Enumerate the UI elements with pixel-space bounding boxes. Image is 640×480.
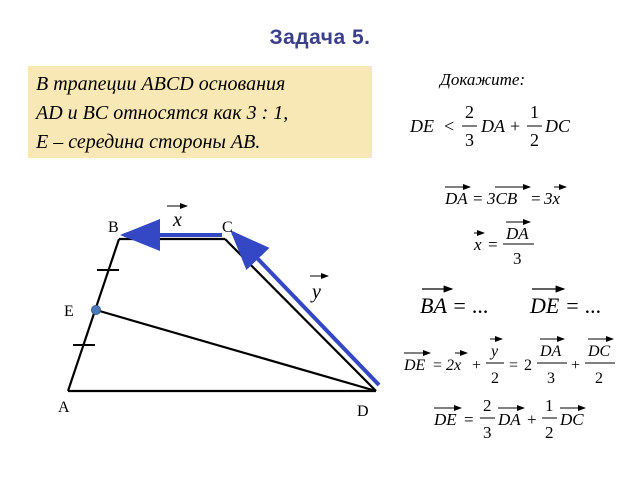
svg-text:=: =: [433, 357, 443, 374]
svg-text:=: =: [473, 189, 483, 208]
eq5-lhs: DE: [434, 410, 457, 429]
problem-line-2: AD и BC относятся как 3 : 1,: [36, 102, 289, 124]
claim-term1: DA: [481, 116, 505, 136]
svg-text:+: +: [527, 410, 537, 429]
equation-2: [473, 222, 534, 268]
equation-5: [433, 396, 585, 442]
eq1-b: 3CB: [487, 189, 518, 208]
segment-ed: [96, 310, 376, 391]
eq4-lhs: DE: [404, 357, 426, 374]
label-c: C: [222, 219, 233, 236]
claim-term2: DC: [545, 116, 571, 136]
vector-y-label: y: [312, 281, 321, 303]
label-d: D: [357, 403, 369, 420]
eq2-den: 3: [513, 249, 522, 268]
claim-plus: +: [510, 116, 521, 136]
eq5-n1: 2: [483, 396, 492, 415]
svg-text:+: +: [472, 357, 482, 374]
claim-frac1-den: 3: [465, 130, 474, 150]
svg-text:=: =: [488, 235, 498, 254]
label-e: E: [64, 303, 74, 320]
svg-text:+: +: [571, 357, 581, 374]
eq1-a: DA: [445, 189, 468, 208]
claim-frac2-num: 1: [530, 102, 539, 122]
claim-formula: [409, 102, 571, 150]
svg-text:=: =: [464, 410, 474, 429]
label-a: A: [58, 399, 70, 416]
prove-label: Докажите:: [440, 70, 526, 89]
eq4-t1: 2x: [446, 357, 462, 374]
svg-text:=: =: [509, 357, 519, 374]
problem-line-3: E – середина стороны AB.: [36, 131, 261, 153]
equation-1: [444, 187, 566, 208]
eq4-y-den: 2: [491, 370, 499, 387]
point-e-dot: [92, 306, 101, 315]
claim-lhs: DE: [410, 116, 434, 136]
problem-line-1: В трапеции ABCD основания: [36, 73, 286, 95]
eq3-left: BA = ...: [420, 293, 489, 318]
page-title: Задача 5.: [269, 26, 371, 49]
eq4-da-num: DA: [540, 343, 562, 360]
eq4-dc-num: DC: [588, 343, 611, 360]
eq5-d1: 3: [483, 423, 492, 442]
eq4-dc-den: 2: [595, 370, 603, 387]
eq5-d2: 2: [545, 423, 554, 442]
eq3-right: DE = ...: [530, 293, 602, 318]
vector-dc-arrow: [233, 233, 379, 385]
eq5-t1: DA: [498, 410, 521, 429]
eq5-t2: DC: [560, 410, 584, 429]
claim-frac2-den: 2: [530, 130, 539, 150]
eq1-c: 3x: [544, 189, 561, 208]
eq4-da-den: 3: [547, 370, 555, 387]
label-b: B: [108, 219, 119, 236]
eq4-t2: 2: [524, 357, 532, 374]
equation-4: [403, 339, 615, 387]
claim-frac1-num: 2: [465, 102, 474, 122]
trapezoid: [68, 239, 376, 391]
vector-x-label: x: [173, 209, 182, 231]
claim-sign: <: [444, 116, 455, 136]
equation-3: [420, 289, 602, 318]
eq5-n2: 1: [545, 396, 554, 415]
eq2-lhs: x: [474, 235, 482, 254]
svg-text:=: =: [531, 189, 541, 208]
eq4-y-num: y: [491, 343, 499, 360]
eq2-num: DA: [506, 224, 529, 243]
